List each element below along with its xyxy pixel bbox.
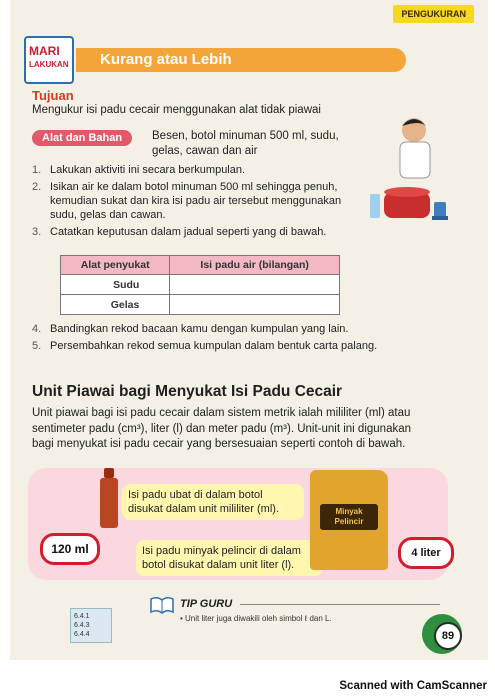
oil-jerrycan-illustration	[310, 470, 388, 570]
section-title: Unit Piawai bagi Menyukat Isi Padu Cecair	[32, 383, 343, 400]
mari-lakukan-logo	[24, 36, 74, 84]
curriculum-codes	[70, 608, 112, 643]
step-text: Persembahkan rekod semua kumpulan dalam bentuk carta palang.	[50, 340, 378, 352]
activity-title: Kurang atau Lebih	[100, 51, 232, 68]
table-cell	[170, 275, 340, 295]
step-number: 1.	[32, 164, 42, 176]
medicine-callout: Isi padu ubat di dalam botol disukat dalam unit mililiter (ml).	[122, 484, 304, 520]
aim-text: Mengukur isi padu cecair menggunakan alat tidak piawai	[32, 104, 321, 116]
table-header: Alat penyukat	[61, 256, 170, 275]
logo-line2: LAKUKAN	[29, 60, 69, 69]
open-book-icon	[150, 596, 174, 614]
volume-badge-ml: 120 ml	[40, 533, 100, 565]
list-item	[32, 163, 362, 177]
activity-steps	[32, 163, 362, 242]
step-number: 4.	[32, 323, 42, 335]
table-cell	[170, 295, 340, 315]
table-header: Isi padu air (bilangan)	[170, 256, 340, 275]
code-item: 6.4.4	[74, 631, 90, 638]
code-item: 6.4.3	[74, 622, 90, 629]
aim-label: Tujuan	[32, 88, 74, 103]
scanner-watermark-text: Scanned with CamScanner	[339, 680, 487, 692]
table-header-row	[61, 256, 340, 275]
medicine-bottle-illustration	[100, 478, 118, 528]
oil-callout: Isi padu minyak pelincir di dalam botol disukat dalam unit liter (l).	[136, 540, 323, 576]
boy-pouring-water-illustration	[370, 112, 450, 224]
textbook-page	[10, 0, 488, 660]
logo-line1: MARI	[29, 44, 60, 58]
activity-steps-continued	[32, 322, 452, 356]
record-table	[60, 255, 340, 315]
step-number: 2.	[32, 181, 42, 193]
step-text: Catatkan keputusan dalam jadual seperti yang di bawah.	[50, 226, 327, 238]
table-row	[61, 275, 340, 295]
tip-title: TIP GURU	[180, 598, 233, 610]
activity-title-bar	[76, 48, 406, 72]
step-text: Bandingkan rekod bacaan kamu dengan kumpulan yang lain.	[50, 323, 349, 335]
materials-text: Besen, botol minuman 500 ml, sudu, gelas, cawan dan air	[152, 130, 339, 157]
tip-text: • Unit liter juga diwakili oleh simbol ℓ dan L.	[180, 614, 332, 623]
jerrycan-label: Minyak Pelincir	[320, 504, 378, 530]
table-cell: Sudu	[61, 275, 170, 295]
list-item	[32, 180, 350, 222]
table-row	[61, 295, 340, 315]
list-item	[32, 225, 362, 239]
volume-badge-liter: 4 liter	[398, 537, 454, 569]
step-text: Lakukan aktiviti ini secara berkumpulan.	[50, 164, 246, 176]
table-cell: Gelas	[61, 295, 170, 315]
materials-label: Alat dan Bahan	[32, 130, 132, 146]
tip-divider	[240, 604, 440, 605]
list-item	[32, 322, 452, 336]
step-text: Isikan air ke dalam botol minuman 500 ml sehingga penuh, kemudian sukat dan kira isi padu air tersebut menggunakan sudu, gelas dan cawan.	[50, 181, 342, 221]
page-number: 89	[434, 622, 462, 650]
section-body: Unit piawai bagi isi padu cecair dalam sistem metrik ialah mililiter (ml) atau sentimeter padu (cm³), liter (l) dan meter padu (m³). Unit-unit ini digunakan bagi menyukat isi padu cecair yang bersesuaian seperti contoh di bawah.	[32, 407, 412, 450]
step-number: 5.	[32, 340, 42, 352]
list-item	[32, 339, 452, 353]
section-tag: PENGUKURAN	[393, 5, 474, 23]
step-number: 3.	[32, 226, 42, 238]
code-item: 6.4.1	[74, 613, 90, 620]
